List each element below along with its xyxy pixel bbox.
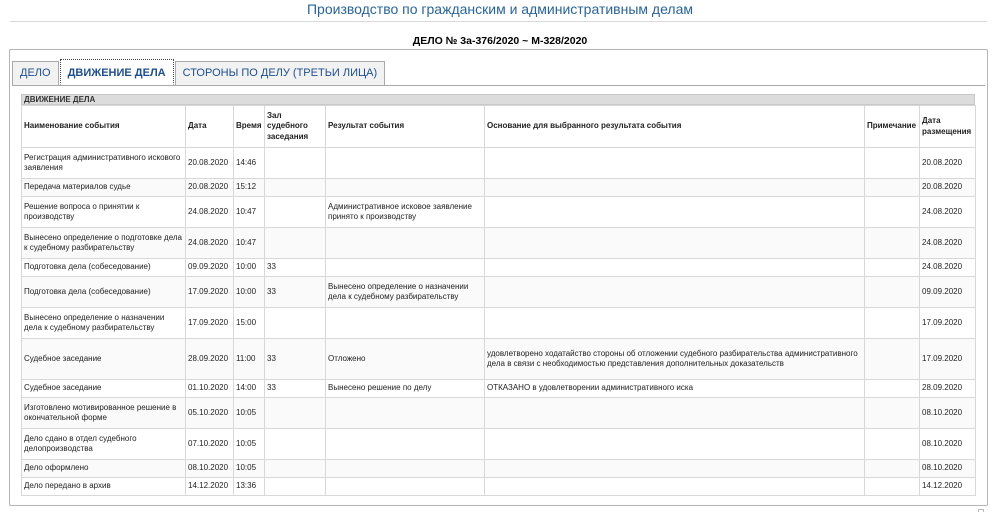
tab-parties[interactable]: СТОРОНЫ ПО ДЕЛУ (ТРЕТЬИ ЛИЦА) xyxy=(175,61,386,85)
cell-time: 10:05 xyxy=(234,429,265,460)
column-header-courtroom: Зал судебного заседания xyxy=(265,106,326,148)
table-row xyxy=(22,339,976,380)
cell-date: 09.09.2020 xyxy=(186,259,234,277)
table-row xyxy=(22,398,976,429)
cell-event-name: Подготовка дела (собеседование) xyxy=(22,277,186,308)
tab-bar-divider xyxy=(12,85,985,86)
table-row xyxy=(22,179,976,197)
cell-time: 14:46 xyxy=(234,148,265,179)
cell-time: 10:00 xyxy=(234,277,265,308)
cell-date: 14.12.2020 xyxy=(186,478,234,496)
cell-result xyxy=(326,308,485,339)
cell-courtroom xyxy=(265,398,326,429)
cell-event-name: Дело передано в архив xyxy=(22,478,186,496)
cell-result xyxy=(326,460,485,478)
cell-courtroom xyxy=(265,148,326,179)
cell-time: 10:05 xyxy=(234,398,265,429)
table-row xyxy=(22,259,976,277)
cell-event-name: Решение вопроса о принятии к производству xyxy=(22,197,186,228)
cell-basis xyxy=(485,478,865,496)
cell-courtroom xyxy=(265,308,326,339)
table-row xyxy=(22,460,976,478)
cell-basis xyxy=(485,277,865,308)
cell-note xyxy=(865,429,920,460)
cell-posted-date: 14.12.2020 xyxy=(920,478,976,496)
cell-basis xyxy=(485,179,865,197)
cell-result: Вынесено определение о назначении дела к судебному разбирательству xyxy=(326,277,485,308)
column-header-time: Время xyxy=(234,106,265,148)
cell-result xyxy=(326,228,485,259)
cell-time: 10:05 xyxy=(234,460,265,478)
cell-basis xyxy=(485,308,865,339)
cell-courtroom xyxy=(265,460,326,478)
cell-time: 13:36 xyxy=(234,478,265,496)
cell-basis xyxy=(485,398,865,429)
cell-result: Административное исковое заявление принято к производству xyxy=(326,197,485,228)
cell-posted-date: 08.10.2020 xyxy=(920,460,976,478)
cell-basis xyxy=(485,197,865,228)
cell-basis xyxy=(485,429,865,460)
cell-posted-date: 17.09.2020 xyxy=(920,339,976,380)
cell-courtroom: 33 xyxy=(265,339,326,380)
cell-posted-date: 17.09.2020 xyxy=(920,308,976,339)
cell-posted-date: 20.08.2020 xyxy=(920,148,976,179)
cell-event-name: Регистрация административного искового заявления xyxy=(22,148,186,179)
column-header-result: Результат события xyxy=(326,106,485,148)
cell-date: 20.08.2020 xyxy=(186,179,234,197)
cell-result xyxy=(326,478,485,496)
cell-note xyxy=(865,308,920,339)
case-number: ДЕЛО № 3а-376/2020 ~ М-328/2020 xyxy=(412,35,588,47)
cell-date: 17.09.2020 xyxy=(186,308,234,339)
cell-courtroom xyxy=(265,478,326,496)
cell-result xyxy=(326,148,485,179)
table-row xyxy=(22,277,976,308)
cell-note xyxy=(865,478,920,496)
cell-event-name: Судебное заседание xyxy=(22,380,186,398)
cell-note xyxy=(865,460,920,478)
cell-note xyxy=(865,277,920,308)
tab-case[interactable]: ДЕЛО xyxy=(12,61,59,85)
cell-note xyxy=(865,380,920,398)
column-header-date: Дата xyxy=(186,106,234,148)
column-header-basis: Основание для выбранного результата события xyxy=(485,106,865,148)
cell-time: 10:47 xyxy=(234,197,265,228)
cell-note xyxy=(865,398,920,429)
case-movement-table xyxy=(21,105,976,496)
cell-result: Вынесено решение по делу xyxy=(326,380,485,398)
cell-result xyxy=(326,259,485,277)
table-row xyxy=(22,380,976,398)
table-row xyxy=(22,197,976,228)
cell-time: 10:47 xyxy=(234,228,265,259)
cell-basis: ОТКАЗАНО в удовлетворении административного иска xyxy=(485,380,865,398)
tab-bar xyxy=(12,61,386,84)
table-row xyxy=(22,148,976,179)
cell-date: 07.10.2020 xyxy=(186,429,234,460)
cell-result xyxy=(326,429,485,460)
cell-event-name: Вынесено определение о назначении дела к судебному разбирательству xyxy=(22,308,186,339)
cell-courtroom xyxy=(265,179,326,197)
cell-event-name: Изготовлено мотивированное решение в окончательной форме xyxy=(22,398,186,429)
cell-posted-date: 24.08.2020 xyxy=(920,228,976,259)
cell-courtroom: 33 xyxy=(265,380,326,398)
page-title: Производство по гражданским и административным делам xyxy=(306,1,693,17)
cell-time: 11:00 xyxy=(234,339,265,380)
cell-event-name: Дело оформлено xyxy=(22,460,186,478)
cell-note xyxy=(865,339,920,380)
cell-date: 24.08.2020 xyxy=(186,228,234,259)
cell-note xyxy=(865,179,920,197)
cell-posted-date: 28.09.2020 xyxy=(920,380,976,398)
cell-basis: удовлетворено ходатайство стороны об отложении судебного разбирательства административного дела в связи с необходимостью представления дополнительных доказательств xyxy=(485,339,865,380)
cell-date: 01.10.2020 xyxy=(186,380,234,398)
cell-note xyxy=(865,259,920,277)
tab-case-movement[interactable]: ДВИЖЕНИЕ ДЕЛА xyxy=(60,59,174,85)
table-row xyxy=(22,429,976,460)
cell-event-name: Судебное заседание xyxy=(22,339,186,380)
cell-note xyxy=(865,228,920,259)
table-header-row xyxy=(22,106,976,148)
column-header-event-name: Наименование события xyxy=(22,106,186,148)
table-row xyxy=(22,228,976,259)
cell-basis xyxy=(485,460,865,478)
column-header-note: Примечание xyxy=(865,106,920,148)
cell-note xyxy=(865,148,920,179)
table-row xyxy=(22,308,976,339)
cell-event-name: Вынесено определение о подготовке дела к судебному разбирательству xyxy=(22,228,186,259)
case-movement-section xyxy=(21,94,975,496)
cell-courtroom xyxy=(265,228,326,259)
cell-time: 15:12 xyxy=(234,179,265,197)
cell-basis xyxy=(485,228,865,259)
cell-date: 08.10.2020 xyxy=(186,460,234,478)
cell-basis xyxy=(485,259,865,277)
table-row xyxy=(22,478,976,496)
cell-date: 17.09.2020 xyxy=(186,277,234,308)
cell-posted-date: 09.09.2020 xyxy=(920,277,976,308)
cell-event-name: Дело сдано в отдел судебного делопроизводства xyxy=(22,429,186,460)
cell-result xyxy=(326,398,485,429)
column-header-posted-date: Дата размещения xyxy=(920,106,976,148)
cell-courtroom: 33 xyxy=(265,277,326,308)
cell-date: 24.08.2020 xyxy=(186,197,234,228)
cell-time: 15:00 xyxy=(234,308,265,339)
cell-posted-date: 24.08.2020 xyxy=(920,197,976,228)
case-panel xyxy=(9,49,988,506)
cell-result: Отложено xyxy=(326,339,485,380)
cell-time: 10:00 xyxy=(234,259,265,277)
cell-posted-date: 08.10.2020 xyxy=(920,398,976,429)
cell-date: 28.09.2020 xyxy=(186,339,234,380)
cell-event-name: Подготовка дела (собеседование) xyxy=(22,259,186,277)
cell-courtroom xyxy=(265,429,326,460)
cell-posted-date: 24.08.2020 xyxy=(920,259,976,277)
cell-event-name: Передача материалов судье xyxy=(22,179,186,197)
cell-date: 05.10.2020 xyxy=(186,398,234,429)
title-divider xyxy=(10,21,987,22)
section-header: ДВИЖЕНИЕ ДЕЛА xyxy=(21,94,975,105)
cell-posted-date: 20.08.2020 xyxy=(920,179,976,197)
cell-date: 20.08.2020 xyxy=(186,148,234,179)
cell-time: 14:00 xyxy=(234,380,265,398)
cell-courtroom: 33 xyxy=(265,259,326,277)
cell-posted-date: 08.10.2020 xyxy=(920,429,976,460)
cell-result xyxy=(326,179,485,197)
cell-courtroom xyxy=(265,197,326,228)
cell-note xyxy=(865,197,920,228)
cell-basis xyxy=(485,148,865,179)
